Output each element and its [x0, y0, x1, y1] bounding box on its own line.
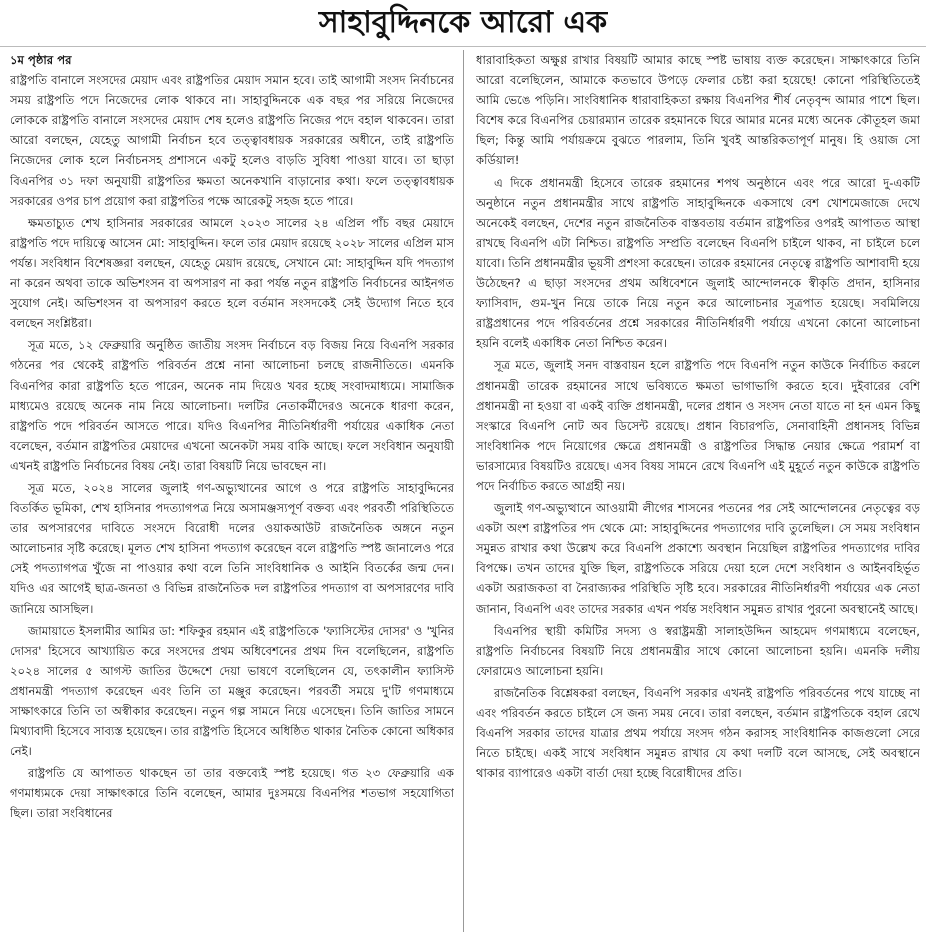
column-divider [463, 50, 464, 932]
headline: সাহাবুদ্দিনকে আরো এক [0, 0, 926, 47]
right-column [476, 50, 920, 936]
paragraph: ক্ষমতাচ্যুত শেখ হাসিনার সরকারের আমলে ২০২৩ সালের ২৪ এপ্রিল পাঁচ বছর মেয়াদে রাষ্ট্রপতি পদে দায়িত্বে আসেন মো: সাহাবুদ্দিন। ফলে তার মেয়াদ রয়েছে ২০২৮ সালের এপ্রিল মাস পর্যন্ত। সংবিধান বিশেষজ্ঞরা বলছেন, যেহেতু মেয়াদ রয়েছে, সেখানে মো: সাহাবুদ্দিন যদি পদত্যাগ না করেন অথবা তাকে অভিশংসন বা অপসারণ না করা পর্যন্ত নতুন রাষ্ট্রপতি নির্বাচনের আইনগত সুযোগ নেই। অভিশংসন বা অপসারণ করতে হলে বর্তমান সংসদকেই সেই উদ্যোগ নিতে হবে বলছেন সংশ্লিষ্টরা। [10, 215, 454, 331]
paragraph: সূত্র মতে, ২০২৪ সালের জুলাই গণ-অভ্যুত্থানের আগে ও পরে রাষ্ট্রপতি সাহাবুদ্দিনের বিতর্কিত ভূমিকা, শেখ হাসিনার পদত্যাগপত্র নিয়ে অসামঞ্জস্যপূর্ণ বক্তব্য এবং পরবর্তী পরিস্থিতিতে তার অপসারণের দাবিতে সংসদে বিরোধী দলের ওয়াকআউট রাজনৈতিক অঙ্গনে নতুন আলোচনার সৃষ্টি করেছে। মূলত শেখ হাসিনা পদত্যাগ করেছেন বলে রাষ্ট্রপতি স্পষ্ট জানালেও পরে সেই পদত্যাগপত্র খুঁজে না পাওয়ার কথা বলে তিনি সাংবিধানিক ও আইনি বিতর্কের জন্ম দেন। যদিও এর আগেই ছাত্র-জনতা ও বিভিন্ন রাজনৈতিক দল রাষ্ট্রপতির পদত্যাগ বা অপসারণের দাবি জানিয়ে আসছিল। [10, 480, 454, 616]
left-column [10, 50, 454, 936]
continued-from-label: ১ম পৃষ্ঠার পর [10, 53, 72, 67]
paragraph: সূত্র মতে, ১২ ফেব্রুয়ারি অনুষ্ঠিত জাতীয় সংসদ নির্বাচনে বড় বিজয় নিয়ে বিএনপি সরকার গঠনের পর থেকেই রাষ্ট্রপতি পরিবর্তন প্রশ্নে নানা আলোচনা চলছে রাজনীতিতে। এমনকি বিএনপির কারা রাষ্ট্রপতি হতে পারেন, অনেক নাম দিয়েও খবর হচ্ছে সংবাদমাধ্যমে। সামাজিক মাধ্যমেও রয়েছে অনেক নাম নিয়ে আলোচনা। দলটির নেতাকর্মীদেরও অনেকে ধারণা করেন, রাষ্ট্রপতি পদে পরিবর্তন আসতে পারে। যদিও বিএনপির নীতিনির্ধারণী পর্যায়ের একাধিক নেতা বলেছেন, বর্তমান রাষ্ট্রপতির মেয়াদের এখনো অনেকটা সময় বাকি আছে। ফলে সংবিধান অনুযায়ী এখনই রাষ্ট্রপতি নির্বাচনের বিষয় নেই। তারা বিষয়টি নিয়ে ভাবছেন না। [10, 338, 454, 473]
paragraph: জুলাই গণ-অভ্যুত্থানে আওয়ামী লীগের শাসনের পতনের পর সেই আন্দোলনের নেতৃত্বের বড় একটা অংশ রাষ্ট্রপতির পদ থেকে মো: সাহাবুদ্দিনের পদত্যাগের দাবি তুলেছিল। সে সময় সংবিধান সমুন্নত রাখার কথা উল্লেখ করে বিএনপি প্রকাশ্যে অবস্থান নিয়েছিল রাষ্ট্রপতির পদত্যাগের দাবির বিপক্ষে। তখন তাদের যুক্তি ছিল, রাষ্ট্রপতিকে সরিয়ে দেয়া হলে দেশে সংবিধান ও আইনবহির্ভূত একটা অরাজকতা বা নৈরাজ্যকর পরিস্থিতি সৃষ্টি হবে। সরকারের নীতিনির্ধারণী পর্যায়ের এক নেতা জানান, বিএনপি এবং তাদের সরকার এখন পর্যন্ত সংবিধান সমুন্নত রাখার পুরনো অবস্থানেই আছে। [476, 501, 920, 616]
paragraph: রাষ্ট্রপতি যে আপাতত থাকছেন তা তার বক্তব্যেই স্পষ্ট হয়েছে। গত ২৩ ফেব্রুয়ারি এক গণমাধ্যমকে দেয়া সাক্ষাৎকারে তিনি বলেছেন, আমার দুঃসময়ে বিএনপির শতভাগ সহযোগিতা ছিল। তারা সংবিধানের [10, 766, 454, 821]
paragraph: রাজনৈতিক বিশ্লেষকরা বলছেন, বিএনপি সরকার এখনই রাষ্ট্রপতি পরিবর্তনের পথে যাচ্ছে না এবং পরিবর্তন করতে চাইলে সে জন্য সময় নেবে। তারা বলছেন, বর্তমান রাষ্ট্রপতিকে বহাল রেখে বিএনপি সরকার তাদের যাত্রার প্রথম পর্যায়ে সংসদ গঠন করাসহ সাংবিধানিক কাজগুলো সেরে নিতে চাইছে। একই সাথে সংবিধান সমুন্নত রাখার যে কথা দলটি বলে আসছে, সেই অবস্থানে থাকার ব্যাপারেও একটা বার্তা দেয়া হচ্ছে বিরোধীদের প্রতি। [476, 685, 920, 781]
paragraph: এ দিকে প্রধানমন্ত্রী হিসেবে তারেক রহমানের শপথ অনুষ্ঠানে এবং পরে আরো দু-একটি অনুষ্ঠানে নতুন প্রধানমন্ত্রীর সাথে রাষ্ট্রপতি সাহাবুদ্দিনকে একসাথে বেশ খোশমেজাজে দেখে অনেকেই বলছেন, দেশের নতুন রাজনৈতিক বাস্তবতায় বর্তমান রাষ্ট্রপতির ওপরই আপাতত আস্থা রাখছে বিএনপি এটা নিশ্চিত। রাষ্ট্রপতি সম্প্রতি বলেছেন বিএনপি চাইলে থাকব, না চাইলে চলে যাবো। তিনি প্রধানমন্ত্রীর ভূয়সী প্রশংসা করেছেন। তারেক রহমানের নেতৃত্বে রাষ্ট্রপতি আশাবাদী হয়ে উঠেছেন? এ ছাড়া সংসদের প্রথম অধিবেশনে জুলাই আন্দোলনকে স্বীকৃতি প্রদান, হাসিনার ফ্যাসিবাদ, গুম-খুন নিয়ে তাকে নিয়ে নতুন করে আলোচনার সূত্রপাত হয়েছে। সবমিলিয়ে রাষ্ট্রপ্রধানের পদে পরিবর্তনের প্রশ্নে সরকারের নীতিনির্ধারণী পর্যায়ে এখনো কোনো আলোচনা হয়নি বলেই একাধিক নেতা নিশ্চিত করেন। [476, 175, 920, 351]
paragraph: জামায়াতে ইসলামীর আমির ডা: শফিকুর রহমান এই রাষ্ট্রপতিকে 'ফ্যাসিস্টের দোসর' ও 'খুনির দোসর' হিসেবে আখ্যায়িত করে সংসদের প্রথম অধিবেশনের প্রথম দিন বলেছিলেন, রাষ্ট্রপতি ২০২৪ সালের ৫ আগস্ট জাতির উদ্দেশে দেয়া ভাষণে বলেছিলেন যে, তৎকালীন ফ্যাসিস্ট প্রধানমন্ত্রী পদত্যাগ করেছেন এবং তিনি তা মঞ্জুর করেছেন। পরবর্তী সময়ে দু'টি গণমাধ্যমে সাক্ষাৎকারে তিনি তা অস্বীকার করেছেন। নতুন গল্প সামনে নিয়ে এসেছেন। তিনি জাতির সামনে মিথ্যাবাদী হিসেবে সাব্যস্ত হয়েছেন। তার রাষ্ট্রপতি হিসেবে অধিষ্ঠিত থাকার নৈতিক কোনো অধিকার নেই। [10, 623, 454, 759]
paragraph: বিএনপির স্থায়ী কমিটির সদস্য ও স্বরাষ্ট্রমন্ত্রী সালাহউদ্দিন আহমেদ গণমাধ্যমে বলেছেন, রাষ্ট্রপতি নির্বাচনের বিষয়টি নিয়ে প্রধানমন্ত্রীর সাথে কোনো আলোচনা হয়নি। এমনকি দলীয় ফোরামেও আলোচনা হয়নি। [476, 623, 920, 678]
paragraph: সূত্র মতে, জুলাই সনদ বাস্তবায়ন হলে রাষ্ট্রপতি পদে বিএনপি নতুন কাউকে নির্বাচিত করলে প্রধানমন্ত্রী তারেক রহমানের সাথে ভবিষ্যতে ক্ষমতা ভাগাভাগি করতে হবে। দুইবারের বেশি প্রধানমন্ত্রী না হওয়া বা একই ব্যক্তি প্রধানমন্ত্রী, দলের প্রধান ও সংসদ নেতা যাতে না হন এমন কিছু সংস্কারে বিএনপি নোট অব ডিসেন্ট রয়েছে। প্রধান বিচারপতি, সেনাবাহিনী প্রধানসহ বিভিন্ন সাংবিধানিক পদে নিয়োগের ক্ষেত্রে প্রধানমন্ত্রী ও রাষ্ট্রপতির সিদ্ধান্ত নেয়ার ক্ষেত্রে পরামর্শ বা ভারসাম্যের বিষয়টিও রয়েছে। এসব বিষয় সামনে রেখে বিএনপি এই মুহূর্তে নতুন কাউকে রাষ্ট্রপতি পদে নির্বাচিত করতে আগ্রহী নয়। [476, 358, 920, 493]
paragraph: ধারাবাহিকতা অক্ষুণ্ণ রাখার বিষয়টি আমার কাছে স্পষ্ট ভাষায় ব্যক্ত করেছেন। সাক্ষাৎকারে তিনি আরো বলেছিলেন, আমাকে কতভাবে উপড়ে ফেলার চেষ্টা করা হয়েছে! কোনো পরিস্থিতিতেই আমি ভেঙে পড়িনি। সাংবিধানিক ধারাবাহিকতা রক্ষায় বিএনপির শীর্ষ নেতৃবৃন্দ আমার পাশে ছিল। বিশেষ করে বিএনপির চেয়ারম্যান তারেক রহমানকে ঘিরে আমার মনের মধ্যে অনেক কৌতূহল জমা ছিল; কিন্তু আমি পর্যায়ক্রমে বুঝতে পারলাম, তিনি খুবই আন্তরিকতাপূর্ণ মানুষ। হি ওয়াজ সো কর্ডিয়াল! [476, 53, 920, 168]
paragraph: রাষ্ট্রপতি বানালে সংসদের মেয়াদ এবং রাষ্ট্রপতির মেয়াদ সমান হবে। তাই আগামী সংসদ নির্বাচনের সময় রাষ্ট্রপতি পদে নিজেদের লোক থাকবে না। সাহাবুদ্দিনকে এক বছর পর সরিয়ে নিজেদের লোককে রাষ্ট্রপতি বানালে সংসদের মেয়াদ শেষ হলেও রাষ্ট্রপতি নিজের পদে বহাল থাকবেন। তারা আরো বলছেন, যেহেতু আগামী নির্বাচন হবে তত্ত্বাবধায়ক সরকারের অধীনে, তাই রাষ্ট্রপতি নিজেদের লোক হলে নির্বাচনসহ প্রশাসনে একটু হলেও বাড়তি সুবিধা পাওয়া যাবে। তা ছাড়া বিএনপির ৩১ দফা অনুযায়ী রাষ্ট্রপতির ক্ষমতা অনেকখানি বাড়ানোর কথা। ফলে তত্ত্বাবধায়ক সরকারের ওপর চাপ প্রয়োগ করা রাষ্ট্রপতির পক্ষে আরেকটু সহজ হতে পারে। [10, 73, 454, 208]
